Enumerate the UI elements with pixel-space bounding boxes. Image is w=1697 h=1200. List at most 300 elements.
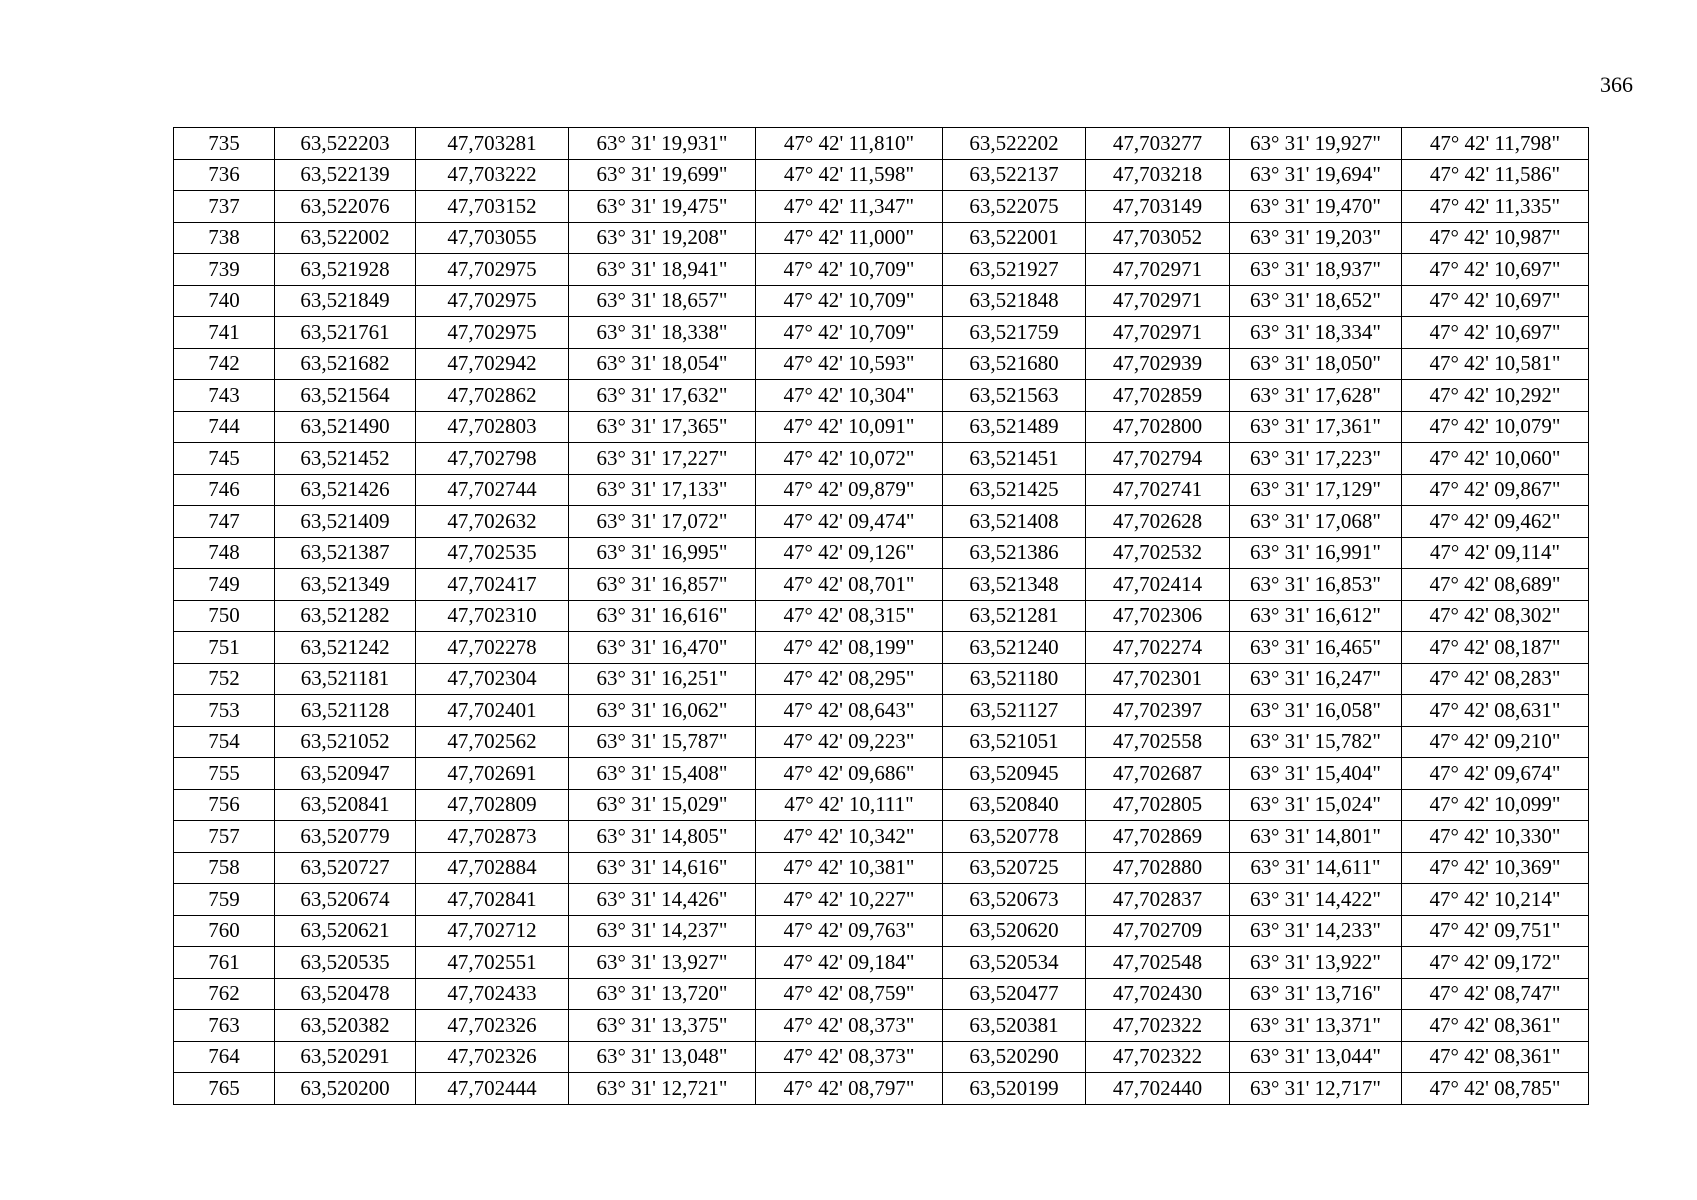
latitude-decimal-alt-cell: 63,520381 [943,1010,1086,1042]
longitude-dms-alt-cell: 47° 42' 10,581" [1402,348,1589,380]
longitude-dms-cell: 47° 42' 09,763" [756,915,943,947]
longitude-decimal-alt-cell: 47,703218 [1086,159,1230,191]
latitude-decimal-cell: 63,522002 [275,222,416,254]
latitude-dms-cell: 63° 31' 19,208" [569,222,756,254]
latitude-decimal-alt-cell: 63,520477 [943,978,1086,1010]
longitude-dms-cell: 47° 42' 10,709" [756,285,943,317]
latitude-dms-cell: 63° 31' 15,408" [569,758,756,790]
latitude-dms-alt-cell: 63° 31' 15,782" [1230,726,1402,758]
longitude-dms-alt-cell: 47° 42' 08,747" [1402,978,1589,1010]
latitude-dms-alt-cell: 63° 31' 19,203" [1230,222,1402,254]
longitude-dms-alt-cell: 47° 42' 10,330" [1402,821,1589,853]
longitude-dms-alt-cell: 47° 42' 10,987" [1402,222,1589,254]
point-number-cell: 740 [174,285,275,317]
point-number-cell: 748 [174,537,275,569]
longitude-decimal-cell: 47,702975 [416,285,569,317]
latitude-dms-alt-cell: 63° 31' 15,024" [1230,789,1402,821]
latitude-decimal-cell: 63,520291 [275,1041,416,1073]
longitude-decimal-cell: 47,702803 [416,411,569,443]
table-row [174,915,1589,947]
latitude-dms-cell: 63° 31' 13,927" [569,947,756,979]
longitude-dms-cell: 47° 42' 08,373" [756,1041,943,1073]
latitude-dms-alt-cell: 63° 31' 16,991" [1230,537,1402,569]
table-row [174,1010,1589,1042]
latitude-decimal-cell: 63,520621 [275,915,416,947]
longitude-decimal-alt-cell: 47,702800 [1086,411,1230,443]
longitude-dms-alt-cell: 47° 42' 09,462" [1402,506,1589,538]
point-number-cell: 765 [174,1073,275,1105]
longitude-decimal-alt-cell: 47,702397 [1086,695,1230,727]
table-row [174,600,1589,632]
latitude-dms-cell: 63° 31' 13,375" [569,1010,756,1042]
latitude-decimal-alt-cell: 63,520620 [943,915,1086,947]
latitude-dms-cell: 63° 31' 14,805" [569,821,756,853]
point-number-cell: 764 [174,1041,275,1073]
point-number-cell: 756 [174,789,275,821]
latitude-decimal-cell: 63,522076 [275,191,416,223]
latitude-decimal-cell: 63,520674 [275,884,416,916]
point-number-cell: 752 [174,663,275,695]
point-number-cell: 750 [174,600,275,632]
table-row [174,789,1589,821]
longitude-dms-cell: 47° 42' 08,315" [756,600,943,632]
longitude-decimal-cell: 47,702326 [416,1041,569,1073]
longitude-dms-alt-cell: 47° 42' 08,785" [1402,1073,1589,1105]
latitude-dms-alt-cell: 63° 31' 19,470" [1230,191,1402,223]
point-number-cell: 759 [174,884,275,916]
latitude-dms-alt-cell: 63° 31' 13,044" [1230,1041,1402,1073]
longitude-decimal-alt-cell: 47,702322 [1086,1010,1230,1042]
point-number-cell: 741 [174,317,275,349]
longitude-decimal-alt-cell: 47,702971 [1086,317,1230,349]
longitude-decimal-cell: 47,702873 [416,821,569,853]
longitude-decimal-cell: 47,702942 [416,348,569,380]
point-number-cell: 762 [174,978,275,1010]
latitude-dms-alt-cell: 63° 31' 16,465" [1230,632,1402,664]
latitude-decimal-alt-cell: 63,521680 [943,348,1086,380]
latitude-dms-alt-cell: 63° 31' 16,247" [1230,663,1402,695]
longitude-dms-cell: 47° 42' 11,810" [756,128,943,160]
latitude-decimal-cell: 63,522139 [275,159,416,191]
longitude-dms-alt-cell: 47° 42' 08,187" [1402,632,1589,664]
table-row [174,1041,1589,1073]
longitude-decimal-alt-cell: 47,703149 [1086,191,1230,223]
point-number-cell: 744 [174,411,275,443]
longitude-dms-alt-cell: 47° 42' 08,302" [1402,600,1589,632]
longitude-dms-cell: 47° 42' 10,072" [756,443,943,475]
longitude-decimal-alt-cell: 47,703052 [1086,222,1230,254]
longitude-decimal-alt-cell: 47,702440 [1086,1073,1230,1105]
latitude-decimal-alt-cell: 63,522202 [943,128,1086,160]
latitude-dms-cell: 63° 31' 19,699" [569,159,756,191]
longitude-dms-cell: 47° 42' 09,184" [756,947,943,979]
latitude-decimal-cell: 63,522203 [275,128,416,160]
longitude-dms-alt-cell: 47° 42' 08,283" [1402,663,1589,695]
latitude-decimal-alt-cell: 63,520945 [943,758,1086,790]
latitude-decimal-alt-cell: 63,522075 [943,191,1086,223]
longitude-decimal-alt-cell: 47,702558 [1086,726,1230,758]
latitude-decimal-alt-cell: 63,521425 [943,474,1086,506]
latitude-dms-cell: 63° 31' 17,632" [569,380,756,412]
longitude-decimal-alt-cell: 47,702837 [1086,884,1230,916]
latitude-decimal-cell: 63,521928 [275,254,416,286]
point-number-cell: 758 [174,852,275,884]
latitude-dms-alt-cell: 63° 31' 13,371" [1230,1010,1402,1042]
longitude-decimal-alt-cell: 47,702880 [1086,852,1230,884]
longitude-dms-alt-cell: 47° 42' 08,361" [1402,1041,1589,1073]
longitude-decimal-cell: 47,702401 [416,695,569,727]
longitude-decimal-cell: 47,702884 [416,852,569,884]
point-number-cell: 747 [174,506,275,538]
longitude-dms-cell: 47° 42' 08,797" [756,1073,943,1105]
latitude-decimal-alt-cell: 63,522137 [943,159,1086,191]
longitude-decimal-alt-cell: 47,702414 [1086,569,1230,601]
longitude-dms-alt-cell: 47° 42' 08,631" [1402,695,1589,727]
table-body [174,128,1589,1105]
point-number-cell: 755 [174,758,275,790]
latitude-dms-alt-cell: 63° 31' 14,801" [1230,821,1402,853]
longitude-decimal-alt-cell: 47,702306 [1086,600,1230,632]
longitude-dms-alt-cell: 47° 42' 09,114" [1402,537,1589,569]
latitude-dms-alt-cell: 63° 31' 19,694" [1230,159,1402,191]
longitude-dms-alt-cell: 47° 42' 11,798" [1402,128,1589,160]
latitude-dms-alt-cell: 63° 31' 18,937" [1230,254,1402,286]
latitude-dms-alt-cell: 63° 31' 16,853" [1230,569,1402,601]
latitude-dms-alt-cell: 63° 31' 13,716" [1230,978,1402,1010]
longitude-decimal-cell: 47,702632 [416,506,569,538]
longitude-dms-cell: 47° 42' 10,091" [756,411,943,443]
table-row [174,254,1589,286]
longitude-decimal-cell: 47,702417 [416,569,569,601]
table-row [174,128,1589,160]
page-number: 366 [1600,72,1633,97]
table-row [174,758,1589,790]
longitude-dms-alt-cell: 47° 42' 10,697" [1402,285,1589,317]
latitude-decimal-cell: 63,520727 [275,852,416,884]
longitude-dms-cell: 47° 42' 10,227" [756,884,943,916]
latitude-dms-cell: 63° 31' 12,721" [569,1073,756,1105]
latitude-dms-alt-cell: 63° 31' 14,611" [1230,852,1402,884]
latitude-dms-cell: 63° 31' 14,616" [569,852,756,884]
point-number-cell: 738 [174,222,275,254]
longitude-decimal-alt-cell: 47,702274 [1086,632,1230,664]
point-number-cell: 743 [174,380,275,412]
latitude-dms-cell: 63° 31' 15,029" [569,789,756,821]
latitude-dms-alt-cell: 63° 31' 17,628" [1230,380,1402,412]
latitude-decimal-alt-cell: 63,521927 [943,254,1086,286]
latitude-decimal-cell: 63,520535 [275,947,416,979]
table-row [174,569,1589,601]
latitude-dms-cell: 63° 31' 18,657" [569,285,756,317]
longitude-decimal-cell: 47,703152 [416,191,569,223]
latitude-dms-alt-cell: 63° 31' 17,129" [1230,474,1402,506]
latitude-decimal-alt-cell: 63,520290 [943,1041,1086,1073]
longitude-dms-cell: 47° 42' 10,304" [756,380,943,412]
latitude-decimal-alt-cell: 63,521051 [943,726,1086,758]
latitude-decimal-alt-cell: 63,521563 [943,380,1086,412]
latitude-decimal-cell: 63,520947 [275,758,416,790]
longitude-decimal-alt-cell: 47,702805 [1086,789,1230,821]
longitude-decimal-alt-cell: 47,702859 [1086,380,1230,412]
latitude-dms-alt-cell: 63° 31' 15,404" [1230,758,1402,790]
point-number-cell: 746 [174,474,275,506]
longitude-decimal-alt-cell: 47,702301 [1086,663,1230,695]
latitude-dms-alt-cell: 63° 31' 17,068" [1230,506,1402,538]
table-row [174,663,1589,695]
latitude-dms-alt-cell: 63° 31' 18,050" [1230,348,1402,380]
table-row [174,537,1589,569]
longitude-dms-cell: 47° 42' 11,598" [756,159,943,191]
longitude-dms-alt-cell: 47° 42' 09,674" [1402,758,1589,790]
table-row [174,222,1589,254]
table-row [174,852,1589,884]
table-row [174,411,1589,443]
latitude-decimal-alt-cell: 63,521489 [943,411,1086,443]
latitude-decimal-cell: 63,520382 [275,1010,416,1042]
longitude-dms-alt-cell: 47° 42' 09,867" [1402,474,1589,506]
longitude-decimal-cell: 47,703055 [416,222,569,254]
longitude-dms-cell: 47° 42' 10,593" [756,348,943,380]
longitude-decimal-alt-cell: 47,702741 [1086,474,1230,506]
latitude-decimal-cell: 63,521761 [275,317,416,349]
longitude-decimal-alt-cell: 47,702709 [1086,915,1230,947]
latitude-decimal-cell: 63,521387 [275,537,416,569]
longitude-decimal-alt-cell: 47,702869 [1086,821,1230,853]
longitude-decimal-cell: 47,702433 [416,978,569,1010]
latitude-decimal-alt-cell: 63,521386 [943,537,1086,569]
latitude-dms-alt-cell: 63° 31' 13,922" [1230,947,1402,979]
table-row [174,506,1589,538]
longitude-decimal-cell: 47,702809 [416,789,569,821]
longitude-decimal-alt-cell: 47,702532 [1086,537,1230,569]
table-row [174,978,1589,1010]
latitude-decimal-alt-cell: 63,520725 [943,852,1086,884]
latitude-dms-cell: 63° 31' 17,227" [569,443,756,475]
longitude-dms-cell: 47° 42' 08,643" [756,695,943,727]
point-number-cell: 736 [174,159,275,191]
latitude-dms-cell: 63° 31' 18,338" [569,317,756,349]
latitude-decimal-alt-cell: 63,521180 [943,663,1086,695]
latitude-decimal-alt-cell: 63,521759 [943,317,1086,349]
latitude-decimal-cell: 63,521426 [275,474,416,506]
latitude-decimal-alt-cell: 63,521848 [943,285,1086,317]
latitude-decimal-alt-cell: 63,520199 [943,1073,1086,1105]
longitude-decimal-alt-cell: 47,702548 [1086,947,1230,979]
point-number-cell: 737 [174,191,275,223]
point-number-cell: 757 [174,821,275,853]
table-row [174,348,1589,380]
latitude-dms-cell: 63° 31' 16,251" [569,663,756,695]
longitude-decimal-cell: 47,702862 [416,380,569,412]
longitude-dms-cell: 47° 42' 09,474" [756,506,943,538]
latitude-dms-cell: 63° 31' 18,054" [569,348,756,380]
longitude-dms-alt-cell: 47° 42' 10,099" [1402,789,1589,821]
table-row [174,726,1589,758]
longitude-decimal-cell: 47,702444 [416,1073,569,1105]
latitude-decimal-cell: 63,520841 [275,789,416,821]
longitude-dms-cell: 47° 42' 10,709" [756,254,943,286]
latitude-decimal-cell: 63,521849 [275,285,416,317]
longitude-decimal-cell: 47,702310 [416,600,569,632]
table-row [174,317,1589,349]
latitude-decimal-alt-cell: 63,521451 [943,443,1086,475]
latitude-dms-alt-cell: 63° 31' 18,334" [1230,317,1402,349]
latitude-dms-cell: 63° 31' 13,048" [569,1041,756,1073]
longitude-dms-alt-cell: 47° 42' 10,214" [1402,884,1589,916]
longitude-decimal-cell: 47,702975 [416,254,569,286]
longitude-decimal-alt-cell: 47,702430 [1086,978,1230,1010]
longitude-dms-alt-cell: 47° 42' 10,292" [1402,380,1589,412]
longitude-decimal-cell: 47,702551 [416,947,569,979]
latitude-dms-cell: 63° 31' 14,237" [569,915,756,947]
longitude-decimal-alt-cell: 47,702794 [1086,443,1230,475]
latitude-dms-alt-cell: 63° 31' 14,233" [1230,915,1402,947]
longitude-dms-cell: 47° 42' 10,342" [756,821,943,853]
longitude-decimal-alt-cell: 47,702971 [1086,254,1230,286]
longitude-dms-alt-cell: 47° 42' 09,172" [1402,947,1589,979]
latitude-dms-alt-cell: 63° 31' 16,058" [1230,695,1402,727]
longitude-dms-alt-cell: 47° 42' 08,689" [1402,569,1589,601]
latitude-decimal-alt-cell: 63,520840 [943,789,1086,821]
longitude-decimal-cell: 47,703281 [416,128,569,160]
longitude-dms-cell: 47° 42' 08,295" [756,663,943,695]
latitude-dms-cell: 63° 31' 16,616" [569,600,756,632]
longitude-dms-cell: 47° 42' 11,347" [756,191,943,223]
latitude-decimal-alt-cell: 63,520778 [943,821,1086,853]
latitude-dms-cell: 63° 31' 15,787" [569,726,756,758]
longitude-decimal-cell: 47,702712 [416,915,569,947]
longitude-dms-cell: 47° 42' 10,381" [756,852,943,884]
longitude-decimal-cell: 47,702841 [416,884,569,916]
longitude-decimal-alt-cell: 47,703277 [1086,128,1230,160]
table-row [174,380,1589,412]
latitude-dms-cell: 63° 31' 16,470" [569,632,756,664]
latitude-dms-cell: 63° 31' 16,995" [569,537,756,569]
latitude-dms-alt-cell: 63° 31' 17,361" [1230,411,1402,443]
point-number-cell: 749 [174,569,275,601]
table-row [174,285,1589,317]
latitude-decimal-cell: 63,520200 [275,1073,416,1105]
latitude-decimal-cell: 63,521452 [275,443,416,475]
latitude-decimal-cell: 63,521409 [275,506,416,538]
point-number-cell: 754 [174,726,275,758]
latitude-decimal-cell: 63,521349 [275,569,416,601]
longitude-decimal-cell: 47,702535 [416,537,569,569]
table-row [174,695,1589,727]
latitude-decimal-cell: 63,521242 [275,632,416,664]
longitude-decimal-cell: 47,702304 [416,663,569,695]
longitude-dms-alt-cell: 47° 42' 10,079" [1402,411,1589,443]
latitude-decimal-cell: 63,521052 [275,726,416,758]
latitude-dms-alt-cell: 63° 31' 17,223" [1230,443,1402,475]
latitude-dms-alt-cell: 63° 31' 12,717" [1230,1073,1402,1105]
longitude-dms-alt-cell: 47° 42' 10,060" [1402,443,1589,475]
point-number-cell: 751 [174,632,275,664]
latitude-decimal-alt-cell: 63,520673 [943,884,1086,916]
coordinates-table [173,127,1589,1105]
longitude-decimal-cell: 47,702798 [416,443,569,475]
latitude-decimal-alt-cell: 63,520534 [943,947,1086,979]
latitude-dms-cell: 63° 31' 14,426" [569,884,756,916]
longitude-dms-alt-cell: 47° 42' 11,586" [1402,159,1589,191]
longitude-dms-alt-cell: 47° 42' 11,335" [1402,191,1589,223]
longitude-dms-cell: 47° 42' 09,223" [756,726,943,758]
latitude-dms-cell: 63° 31' 18,941" [569,254,756,286]
longitude-decimal-alt-cell: 47,702628 [1086,506,1230,538]
latitude-decimal-alt-cell: 63,521240 [943,632,1086,664]
point-number-cell: 760 [174,915,275,947]
latitude-dms-alt-cell: 63° 31' 18,652" [1230,285,1402,317]
longitude-decimal-cell: 47,702975 [416,317,569,349]
longitude-dms-cell: 47° 42' 11,000" [756,222,943,254]
point-number-cell: 735 [174,128,275,160]
latitude-dms-cell: 63° 31' 13,720" [569,978,756,1010]
latitude-dms-cell: 63° 31' 17,365" [569,411,756,443]
longitude-dms-alt-cell: 47° 42' 09,751" [1402,915,1589,947]
latitude-dms-alt-cell: 63° 31' 14,422" [1230,884,1402,916]
latitude-decimal-cell: 63,521564 [275,380,416,412]
point-number-cell: 742 [174,348,275,380]
longitude-dms-alt-cell: 47° 42' 08,361" [1402,1010,1589,1042]
table-row [174,159,1589,191]
table-row [174,191,1589,223]
longitude-dms-alt-cell: 47° 42' 10,369" [1402,852,1589,884]
latitude-decimal-cell: 63,521128 [275,695,416,727]
latitude-decimal-cell: 63,521282 [275,600,416,632]
longitude-dms-alt-cell: 47° 42' 10,697" [1402,254,1589,286]
longitude-dms-cell: 47° 42' 08,373" [756,1010,943,1042]
latitude-decimal-cell: 63,520779 [275,821,416,853]
latitude-decimal-alt-cell: 63,521348 [943,569,1086,601]
table-row [174,1073,1589,1105]
longitude-decimal-alt-cell: 47,702971 [1086,285,1230,317]
latitude-decimal-cell: 63,521490 [275,411,416,443]
longitude-dms-cell: 47° 42' 10,111" [756,789,943,821]
latitude-dms-cell: 63° 31' 19,475" [569,191,756,223]
latitude-decimal-cell: 63,521682 [275,348,416,380]
latitude-dms-cell: 63° 31' 16,062" [569,695,756,727]
table-row [174,821,1589,853]
longitude-dms-cell: 47° 42' 10,709" [756,317,943,349]
latitude-decimal-alt-cell: 63,522001 [943,222,1086,254]
longitude-dms-cell: 47° 42' 08,701" [756,569,943,601]
latitude-dms-cell: 63° 31' 16,857" [569,569,756,601]
point-number-cell: 753 [174,695,275,727]
latitude-dms-alt-cell: 63° 31' 19,927" [1230,128,1402,160]
point-number-cell: 763 [174,1010,275,1042]
longitude-dms-cell: 47° 42' 08,199" [756,632,943,664]
table-row [174,474,1589,506]
table-row [174,947,1589,979]
table-row [174,443,1589,475]
longitude-dms-cell: 47° 42' 09,879" [756,474,943,506]
latitude-decimal-alt-cell: 63,521408 [943,506,1086,538]
longitude-dms-alt-cell: 47° 42' 09,210" [1402,726,1589,758]
latitude-dms-cell: 63° 31' 19,931" [569,128,756,160]
point-number-cell: 739 [174,254,275,286]
latitude-decimal-cell: 63,520478 [275,978,416,1010]
longitude-decimal-cell: 47,702326 [416,1010,569,1042]
longitude-decimal-alt-cell: 47,702939 [1086,348,1230,380]
latitude-decimal-alt-cell: 63,521127 [943,695,1086,727]
longitude-decimal-cell: 47,703222 [416,159,569,191]
longitude-dms-cell: 47° 42' 09,686" [756,758,943,790]
longitude-decimal-cell: 47,702744 [416,474,569,506]
point-number-cell: 745 [174,443,275,475]
latitude-dms-cell: 63° 31' 17,072" [569,506,756,538]
latitude-dms-alt-cell: 63° 31' 16,612" [1230,600,1402,632]
latitude-decimal-cell: 63,521181 [275,663,416,695]
